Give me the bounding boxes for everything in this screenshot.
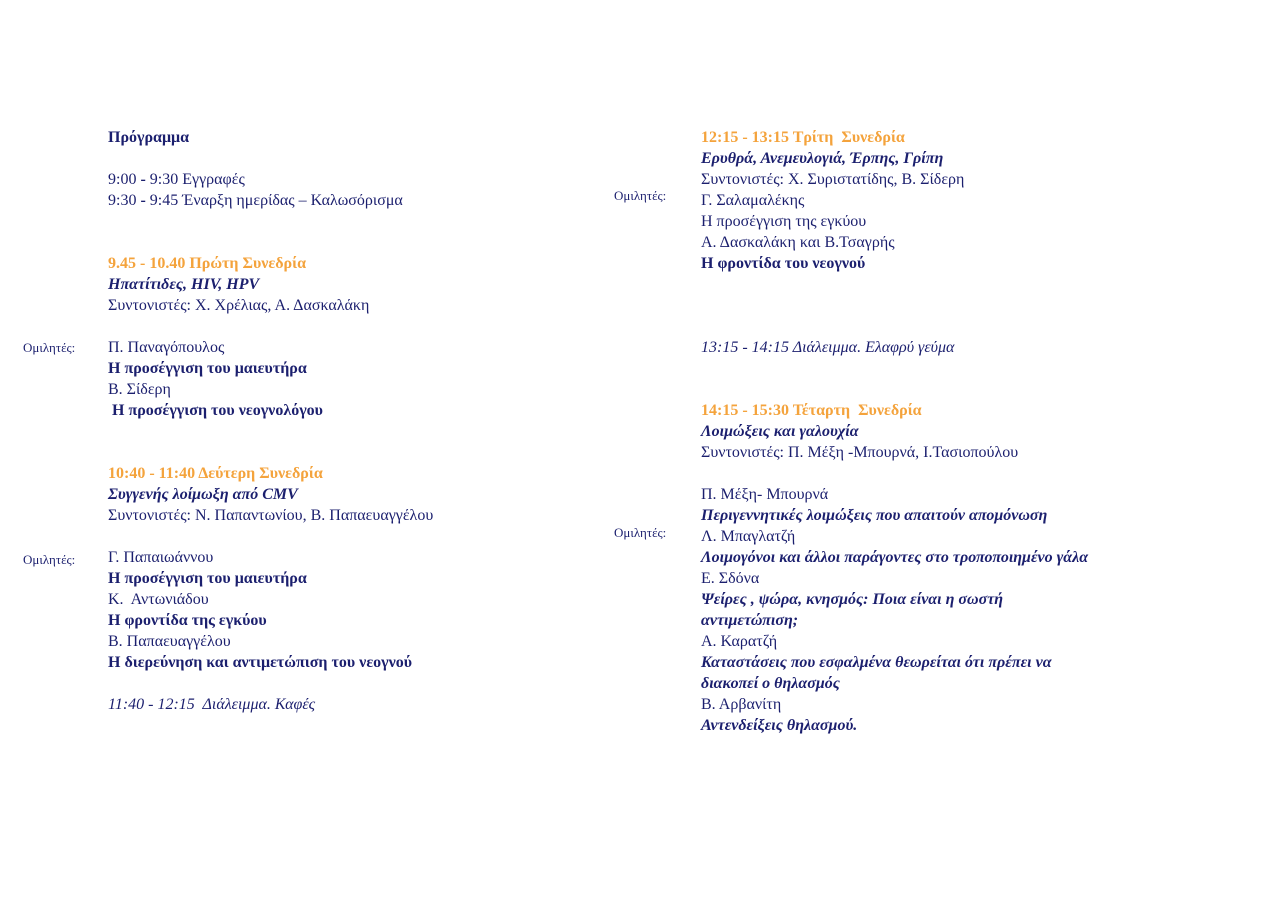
session-4-moderators: Συντονιστές: Π. Μέξη -Μπουρνά, Ι.Τασιοπούλου: [701, 444, 1019, 461]
session-1-speaker: Β. Σίδερη: [108, 381, 171, 398]
session-3-speaker: Α. Δασκαλάκη και Β.Τσαγρής: [701, 234, 895, 251]
session-3-talk-title: Η προσέγγιση της εγκύου: [701, 213, 867, 230]
speakers-label-session-3: Ομιλητές:: [614, 188, 667, 203]
session-4-speaker: Β. Αρβανίτη: [701, 696, 782, 713]
session-2-talk-title: Η προσέγγιση του μαιευτήρα: [108, 570, 307, 587]
session-2-moderators: Συντονιστές: Ν. Παπαντωνίου, Β. Παπαευαγγέλου: [108, 507, 434, 524]
session-1-moderators: Συντονιστές: Χ. Χρέλιας, Α. Δασκαλάκη: [108, 297, 370, 314]
session-4-speaker: Α. Καρατζή: [701, 633, 778, 650]
speakers-label-session-1: Ομιλητές:: [23, 340, 76, 355]
session-4-speaker: Π. Μέξη- Μπουρνά: [701, 486, 829, 503]
lunch-break: 13:15 - 14:15 Διάλειμμα. Ελαφρύ γεύμα: [701, 339, 955, 356]
program-left-column: [108, 127, 578, 715]
session-4-topic: Λοιμώξεις και γαλουχία: [701, 423, 859, 440]
session-4-talk-title: Καταστάσεις που εσφαλμένα θεωρείται ότι πρέπει να διακοπεί ο θηλασμός: [701, 654, 1052, 692]
session-2-header: 10:40 - 11:40 Δεύτερη Συνεδρία: [108, 465, 323, 482]
session-3-topic: Ερυθρά, Ανεμευλογιά, Έρπης, Γρίπη: [701, 150, 944, 167]
session-1-speaker: Π. Παναγόπουλος: [108, 339, 225, 356]
session-2-talk-title: Η φροντίδα της εγκύου: [108, 612, 267, 629]
session-4-header: 14:15 - 15:30 Τέταρτη Συνεδρία: [701, 402, 922, 419]
opening-line: 9:30 - 9:45 Έναρξη ημερίδας – Καλωσόρισμα: [108, 192, 403, 209]
session-4-talk-title: Περιγεννητικές λοιμώξεις που απαιτούν απομόνωση: [701, 507, 1048, 524]
session-4-speaker: Λ. Μπαγλατζή: [701, 528, 796, 545]
session-3-speaker: Γ. Σαλαμαλέκης: [701, 192, 805, 209]
coffee-break: 11:40 - 12:15 Διάλειμμα. Καφές: [108, 696, 316, 713]
session-4-speaker: Ε. Σδόνα: [701, 570, 760, 587]
session-3-moderators: Συντονιστές: Χ. Συριστατίδης, Β. Σίδερη: [701, 171, 965, 188]
session-1-topic: Ηπατίτιδες, HIV, HPV: [108, 276, 260, 293]
session-3-talk-title: Η φροντίδα του νεογνού: [701, 255, 866, 272]
session-4-talk-title: Ψείρες , ψώρα, κνησμός: Ποια είναι η σωστή αντιμετώπιση;: [701, 591, 1004, 629]
session-4-talk-title: Λοιμογόνοι και άλλοι παράγοντες στο τροποποιημένο γάλα: [701, 549, 1089, 566]
session-1-header: 9.45 - 10.40 Πρώτη Συνεδρία: [108, 255, 306, 272]
session-1-talk-title: Η προσέγγιση του μαιευτήρα: [108, 360, 307, 377]
session-2-speaker: Γ. Παπαιωάννου: [108, 549, 214, 566]
session-2-talk-title: Η διερεύνηση και αντιμετώπιση του νεογνού: [108, 654, 413, 671]
session-2-speaker: Κ. Αντωνιάδου: [108, 591, 209, 608]
speakers-label-session-2: Ομιλητές:: [23, 552, 76, 567]
program-right-column: [701, 127, 1121, 736]
session-4-talk-title: Αντενδείξεις θηλασμού.: [701, 717, 858, 734]
session-2-speaker: Β. Παπαευαγγέλου: [108, 633, 231, 650]
session-3-header: 12:15 - 13:15 Τρίτη Συνεδρία: [701, 129, 905, 146]
session-1-talk-title: Η προσέγγιση του νεογνολόγου: [108, 402, 323, 419]
session-2-topic: Συγγενής λοίμωξη από CMV: [108, 486, 298, 503]
speakers-label-session-4: Ομιλητές:: [614, 525, 667, 540]
registration-line: 9:00 - 9:30 Εγγραφές: [108, 171, 245, 188]
program-title: Πρόγραμμα: [108, 129, 190, 146]
